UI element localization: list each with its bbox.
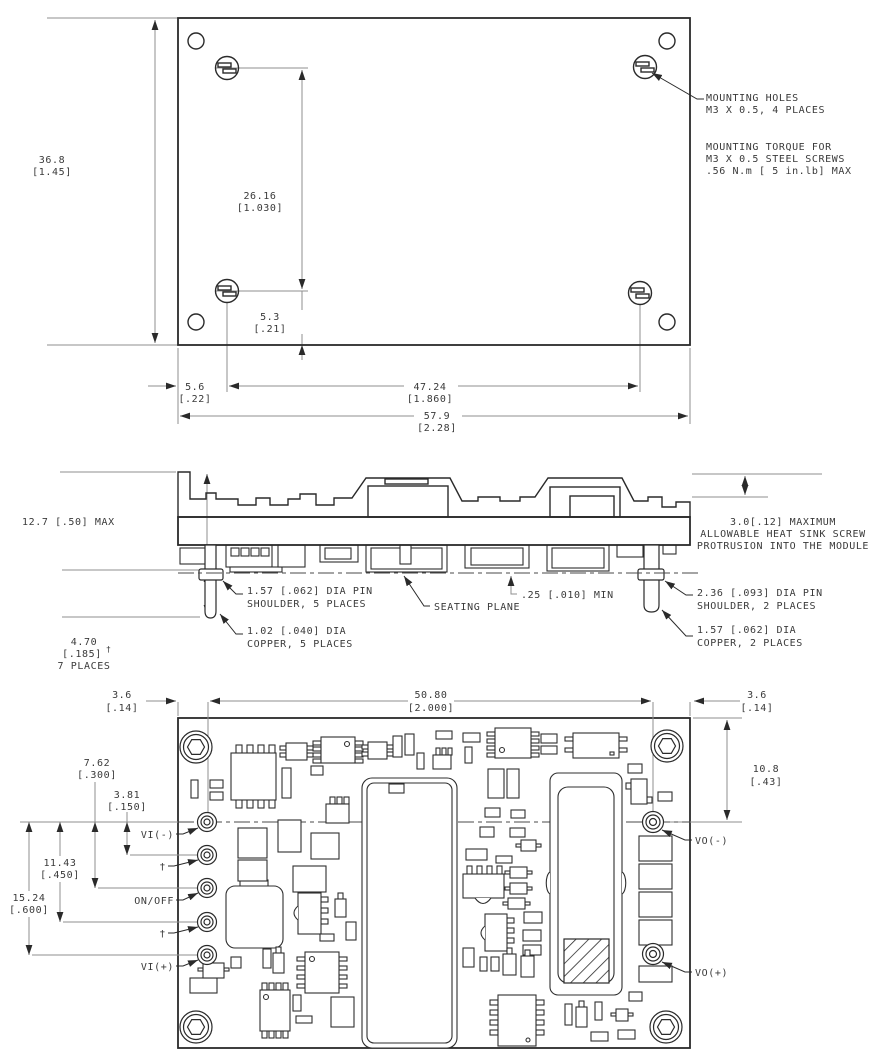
dim-hole-spacing-v-mm: 26.16 xyxy=(243,191,277,202)
corner-holes xyxy=(188,33,675,330)
ic-soic8-topcenter xyxy=(487,728,539,758)
dim-hole-spacing-v-in: [1.030] xyxy=(236,203,284,214)
module-top-outline xyxy=(178,18,690,345)
power-block xyxy=(226,880,283,948)
dim-row2-mm: 3.81 xyxy=(113,790,141,801)
dim-hole-bottom-in: [.21] xyxy=(253,324,287,335)
bottom-side-components xyxy=(180,545,676,572)
transformer-right xyxy=(546,773,626,995)
note-pin-shoulder-5-line2: SHOULDER, 5 PLACES xyxy=(247,599,367,610)
side-view-labels xyxy=(22,517,869,672)
dim-pin-span-in: [2.000] xyxy=(407,703,455,714)
dagger-footnote-mark: † xyxy=(106,645,112,654)
dim-hole-spacing-h-mm: 47.24 xyxy=(413,382,447,393)
dim-pin-length-places: 7 PLACES xyxy=(57,661,111,672)
dim-pin-length-mm: 4.70 xyxy=(70,637,98,648)
optocoupler xyxy=(565,733,627,758)
dim-row4-mm: 11.43 xyxy=(43,858,77,869)
dim-row4-in: [.450] xyxy=(40,870,80,881)
note-pin-copper-5-line1: 1.02 [.040] DIA xyxy=(247,626,347,637)
dim-hole-left-in: [.22] xyxy=(178,394,212,405)
dim-row2-in: [.150] xyxy=(107,802,147,813)
note-mounting-torque-line2: M3 X 0.5 STEEL SCREWS xyxy=(706,154,846,165)
note-mounting-torque-line3: .56 N.m [ 5 in.lb] MAX xyxy=(706,166,852,177)
side-view xyxy=(22,472,869,672)
note-seating-plane: SEATING PLANE xyxy=(434,602,521,613)
note-heat-sink-line1: 3.0[.12] MAXIMUM xyxy=(730,517,836,528)
ic-soic8-top2 xyxy=(313,737,363,763)
note-pin-copper-2-line2: COPPER, 2 PLACES xyxy=(697,638,803,649)
dim-module-width-mm: 57.9 xyxy=(423,411,451,422)
note-heat-sink-line3: PROTRUSION INTO THE MODULE xyxy=(696,541,870,552)
pcb-components xyxy=(190,728,672,1048)
note-mounting-holes-line1: MOUNTING HOLES xyxy=(706,93,799,104)
hatched-core-area xyxy=(564,939,609,983)
pin-label-dagger-1: † xyxy=(159,862,166,873)
pin-label-vo-minus: VO(-) xyxy=(695,836,729,847)
note-pin-shoulder-2-line2: SHOULDER, 2 PLACES xyxy=(697,601,817,612)
pcb-side-band xyxy=(178,517,690,545)
dim-vo-row-in: [.43] xyxy=(749,777,783,788)
ic-soic8-topleft xyxy=(231,745,276,808)
transformer-left xyxy=(362,778,457,1048)
dim-height-max: 12.7 [.50] MAX xyxy=(22,517,115,528)
dim-edge-left-in: [.14] xyxy=(105,703,139,714)
dim-edge-right-in: [.14] xyxy=(740,703,774,714)
dim-row5-in: [.600] xyxy=(9,905,49,916)
top-view-dimension-lines xyxy=(47,18,690,424)
pin-label-vo-plus: VO(+) xyxy=(695,968,729,979)
bottom-view xyxy=(3,690,783,1048)
profile-details xyxy=(368,479,620,517)
mounting-hole-leader xyxy=(652,73,704,99)
dim-row5-mm: 15.24 xyxy=(12,893,46,904)
component-profile xyxy=(178,472,690,517)
pin-label-vi-minus: VI(-) xyxy=(140,830,174,841)
dim-module-height-mm: 36.8 xyxy=(38,155,66,166)
dim-pin-length-in: [.185] xyxy=(62,649,102,660)
top-view xyxy=(32,18,852,434)
dim-vo-row-mm: 10.8 xyxy=(752,764,780,775)
dim-hole-spacing-h-in: [1.860] xyxy=(406,394,454,405)
note-pin-copper-2-line1: 1.57 [.062] DIA xyxy=(697,625,797,636)
note-pin-shoulder-2-line1: 2.36 [.093] DIA PIN xyxy=(697,588,823,599)
ic-soic8-bottomright xyxy=(490,995,544,1046)
dim-hole-left-mm: 5.6 xyxy=(185,382,205,393)
pin-label-vi-plus: VI(+) xyxy=(140,962,174,973)
dim-pin-span-mm: 50.80 xyxy=(414,690,448,701)
note-mounting-holes-line2: M3 X 0.5, 4 PLACES xyxy=(706,105,826,116)
pin-small-side xyxy=(205,545,216,618)
note-mounting-torque-line1: MOUNTING TORQUE FOR xyxy=(706,142,832,153)
pin-label-on-off: ON/OFF xyxy=(134,896,174,907)
mounting-holes xyxy=(216,56,657,305)
ic-soic8-bottomleft xyxy=(297,952,347,993)
note-heat-sink-line2: ALLOWABLE HEAT SINK SCREW xyxy=(700,529,866,540)
dim-edge-right-mm: 3.6 xyxy=(747,690,767,701)
dim-standoff-min: .25 [.010] MIN xyxy=(521,590,614,601)
dim-module-width-in: [2.28] xyxy=(417,423,457,434)
dim-edge-left-mm: 3.6 xyxy=(112,690,132,701)
dim-hole-bottom-mm: 5.3 xyxy=(260,312,280,323)
ic-soic8-bottom2 xyxy=(260,983,290,1038)
dim-row3-in: [.300] xyxy=(77,770,117,781)
pin-label-dagger-2: † xyxy=(159,929,166,940)
dim-row3-mm: 7.62 xyxy=(83,758,111,769)
note-pin-copper-5-line2: COPPER, 5 PLACES xyxy=(247,639,353,650)
note-pin-shoulder-5-line1: 1.57 [.062] DIA PIN xyxy=(247,586,373,597)
dim-module-height-in: [1.45] xyxy=(32,167,72,178)
